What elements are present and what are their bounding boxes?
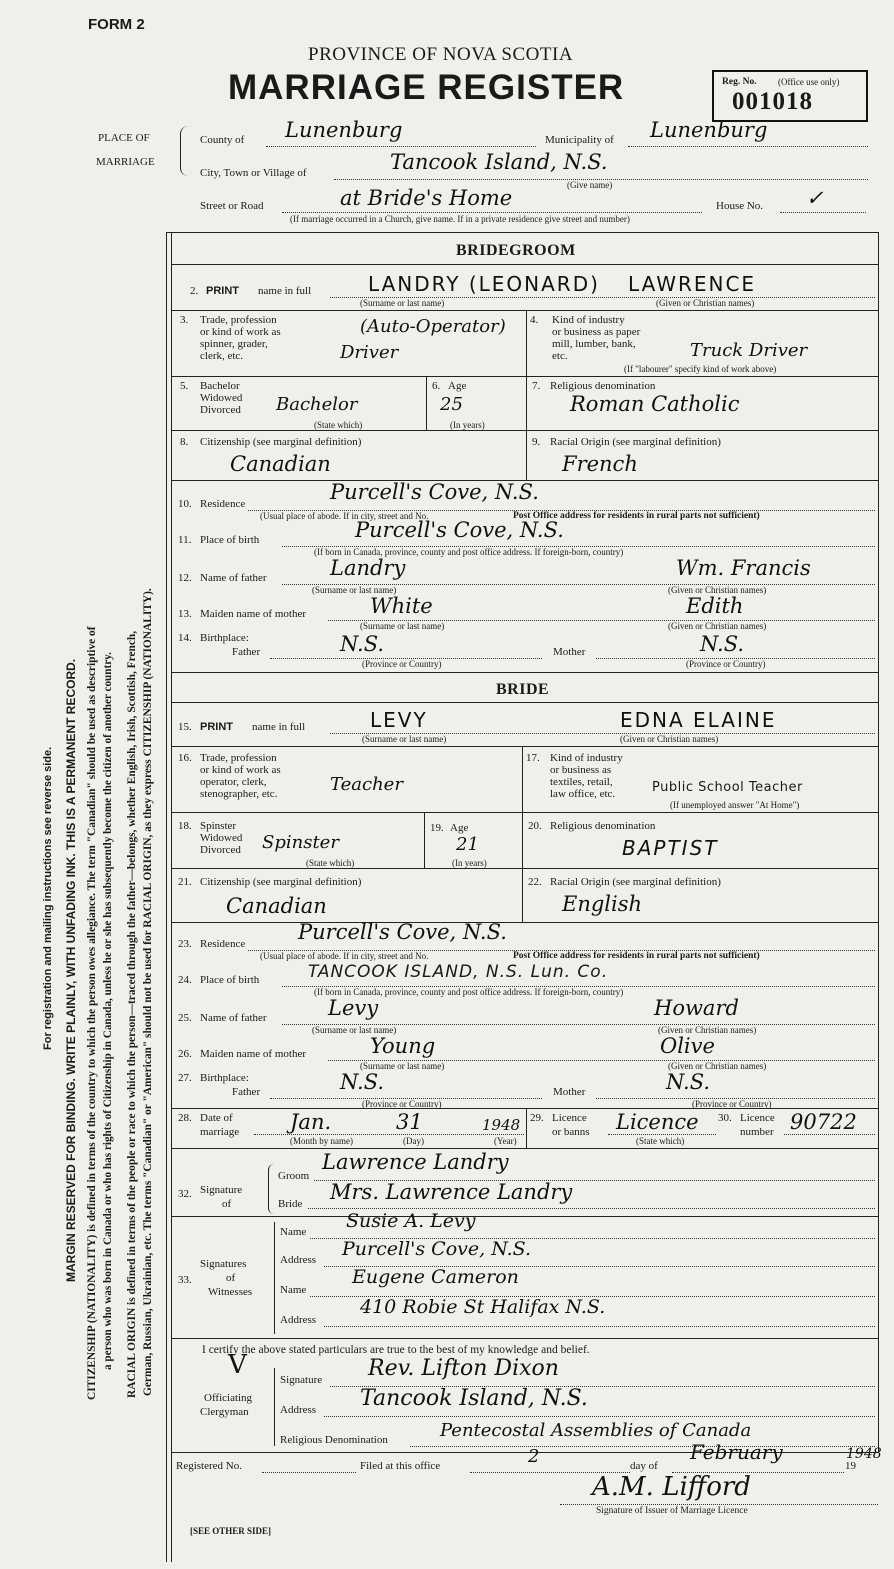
- sig-brace: [268, 1164, 275, 1214]
- f8-number: 8.: [180, 436, 189, 448]
- groom-mother-given: Edith: [686, 594, 744, 618]
- groom-sig-label: Groom: [278, 1170, 310, 1182]
- margin-line-3: CITIZENSHIP (NATIONALITY) is defined in terms of the country to which the person owes allegiance. The term "Canadian" should be used as descriptive of: [86, 626, 98, 1400]
- licence-number: 90722: [790, 1110, 857, 1134]
- f23-note-a: (Usual place of abode. If in city, street and No.: [260, 951, 429, 961]
- f10-number: 10.: [178, 498, 192, 510]
- margin-line-2: MARGIN RESERVED FOR BINDING. WRITE PLAINLY, WITH UNFADING INK. THIS IS A PERMANENT RECORD.: [64, 658, 78, 1282]
- f6-number: 6.: [432, 380, 441, 392]
- f27-father: Father: [232, 1086, 261, 1098]
- f10-label: Residence: [200, 498, 246, 510]
- issuer-caption: Signature of Issuer of Marriage Licence: [596, 1506, 748, 1516]
- f4-label-1: Kind of industry: [552, 314, 625, 326]
- groom-age: 25: [440, 394, 463, 415]
- f26-number: 26.: [178, 1048, 192, 1060]
- groom-trade-1: (Auto-Operator): [360, 316, 506, 337]
- f6-caption: (In years): [450, 420, 485, 430]
- f32-number: 32.: [178, 1188, 192, 1200]
- year-caption: (Year): [494, 1136, 517, 1146]
- f33-label-3: Witnesses: [208, 1286, 253, 1298]
- f4-label-2: or business as paper: [552, 326, 641, 338]
- groom-industry: Truck Driver: [690, 340, 808, 361]
- f21-number: 21.: [178, 876, 192, 888]
- f27-mother: Mother: [553, 1086, 586, 1098]
- page-title: MARRIAGE REGISTER: [228, 68, 625, 107]
- officiating-label-1: Officiating: [204, 1392, 253, 1404]
- groom-trade-2: Driver: [340, 342, 399, 363]
- f14-mother-caption: (Province or Country): [686, 659, 766, 669]
- municipality-label: Municipality of: [545, 134, 614, 146]
- street-note: (If marriage occurred in a Church, give name. If in a private residence give street and number): [290, 214, 630, 224]
- f15-number: 15.: [178, 721, 192, 733]
- f13-label: Maiden name of mother: [200, 608, 306, 620]
- bride-surname: LEVY: [370, 708, 428, 732]
- clergy-sig-label: Signature: [280, 1374, 323, 1386]
- f32-label-2: of: [222, 1198, 232, 1210]
- filed-label: Filed at this office: [360, 1460, 441, 1472]
- f5-label-1: Bachelor: [200, 380, 240, 392]
- bride-sig-label: Bride: [278, 1198, 303, 1210]
- house-label: House No.: [716, 200, 764, 212]
- f15-print: PRINT: [200, 721, 233, 733]
- f5-label-3: Divorced: [200, 404, 241, 416]
- filed-day: 2: [528, 1446, 540, 1467]
- bride-mother-given: Olive: [660, 1034, 715, 1058]
- f13-number: 13.: [178, 608, 192, 620]
- f5-number: 5.: [180, 380, 189, 392]
- reg-number: 001018: [732, 88, 813, 115]
- margin-line-1: For registration and mailing instructions see reverse side.: [42, 746, 54, 1050]
- f17-label-4: law office, etc.: [550, 788, 616, 800]
- w1-address-label: Address: [280, 1254, 317, 1266]
- marriage-month: Jan.: [290, 1110, 332, 1134]
- bride-residence: Purcell's Cove, N.S.: [298, 920, 507, 944]
- f18-caption: (State which): [306, 858, 355, 868]
- groom-racial: French: [562, 452, 638, 476]
- clergy-address-label: Address: [280, 1404, 317, 1416]
- bride-heading: BRIDE: [496, 681, 550, 698]
- f16-number: 16.: [178, 752, 192, 764]
- house-value: ✓: [806, 186, 824, 210]
- f3-label-3: spinner, grader,: [200, 338, 268, 350]
- f16-label-3: operator, clerk,: [200, 776, 267, 788]
- f7-label: Religious denomination: [550, 380, 656, 392]
- groom-surname-caption: (Surname or last name): [360, 298, 445, 308]
- filed-year: 1948: [846, 1446, 882, 1462]
- street-value: at Bride's Home: [340, 186, 513, 210]
- groom-residence: Purcell's Cove, N.S.: [330, 480, 539, 504]
- f13-given-caption: (Given or Christian names): [668, 621, 767, 631]
- margin-line-5: RACIAL ORIGIN is defined in terms of the people or race to which the person—traced through the father—belongs, whether English, Irish, Scottish, French,: [126, 630, 138, 1398]
- f18-label-2: Widowed: [200, 832, 243, 844]
- groom-religion: Roman Catholic: [570, 392, 740, 416]
- bride-religion: BAPTIST: [622, 836, 719, 860]
- f16-label-1: Trade, profession: [200, 752, 277, 764]
- officiating-label-2: Clergyman: [200, 1406, 249, 1418]
- f17-label-3: textiles, retail,: [550, 776, 613, 788]
- f20-number: 20.: [528, 820, 542, 832]
- f2-number: 2.: [190, 285, 199, 297]
- f25-label: Name of father: [200, 1012, 267, 1024]
- marriage-year: 1948: [482, 1116, 521, 1134]
- see-other-side: [SEE OTHER SIDE]: [190, 1526, 272, 1536]
- county-label: County of: [200, 134, 245, 146]
- groom-given: LAWRENCE: [628, 272, 757, 296]
- f33-label-1: Signatures: [200, 1258, 247, 1270]
- f3-label-2: or kind of work as: [200, 326, 281, 338]
- bride-signature: Mrs. Lawrence Landry: [330, 1180, 573, 1204]
- licence-type: Licence: [616, 1110, 699, 1134]
- f22-label: Racial Origin (see marginal definition): [550, 876, 721, 888]
- bride-mother-surname: Young: [370, 1034, 436, 1058]
- f32-label-1: Signature: [200, 1184, 243, 1196]
- f14-label: Birthplace:: [200, 632, 249, 644]
- f7-number: 7.: [532, 380, 541, 392]
- bride-mother-birthplace: N.S.: [666, 1070, 711, 1094]
- f4-label-4: etc.: [552, 350, 568, 362]
- bride-racial: English: [562, 892, 643, 916]
- clergy-address: Tancook Island, N.S.: [360, 1386, 588, 1411]
- f30-number: 30.: [718, 1112, 732, 1124]
- f19-number: 19.: [430, 822, 444, 834]
- f12-surname-caption: (Surname or last name): [312, 585, 397, 595]
- groom-mother-birthplace: N.S.: [700, 632, 745, 656]
- f19-caption: (In years): [452, 858, 487, 868]
- city-label: City, Town or Village of: [200, 167, 307, 179]
- f4-note: (If "labourer" specify kind of work above): [624, 364, 777, 374]
- f27-mother-caption: (Province or Country): [692, 1099, 772, 1109]
- clergy-denomination: Pentecostal Assemblies of Canada: [440, 1420, 752, 1441]
- w1-name-label: Name: [280, 1226, 307, 1238]
- filed-year-prefix: 19: [845, 1460, 856, 1472]
- f24-note: (If born in Canada, province, county and post office address. If foreign-born, country): [314, 987, 624, 997]
- officiating-mark: V: [228, 1350, 247, 1380]
- f19-label: Age: [450, 822, 469, 834]
- groom-mother-surname: White: [370, 594, 433, 618]
- day-of-label: day of: [630, 1460, 658, 1472]
- f25-given-caption: (Given or Christian names): [658, 1025, 757, 1035]
- f17-note: (If unemployed answer "At Home"): [670, 800, 800, 810]
- f12-given-caption: (Given or Christian names): [668, 585, 767, 595]
- f28-number: 28.: [178, 1112, 192, 1124]
- street-label: Street or Road: [200, 200, 264, 212]
- clergy-denom-label: Religious Denomination: [280, 1434, 388, 1446]
- f24-label: Place of birth: [200, 974, 260, 986]
- county-value: Lunenburg: [285, 118, 403, 142]
- f30-label-1: Licence: [740, 1112, 775, 1124]
- groom-citizenship: Canadian: [230, 452, 331, 476]
- f17-number: 17.: [526, 752, 540, 764]
- f17-label-2: or business as: [550, 764, 612, 776]
- f17-label-1: Kind of industry: [550, 752, 623, 764]
- f10-note-b: Post Office address for residents in rural parts not sufficient): [513, 511, 760, 521]
- day-caption: (Day): [403, 1136, 424, 1146]
- groom-father-birthplace: N.S.: [340, 632, 385, 656]
- f12-label: Name of father: [200, 572, 267, 584]
- f18-label-3: Divorced: [200, 844, 241, 856]
- bridegroom-heading: BRIDEGROOM: [456, 242, 576, 259]
- f15-label: name in full: [252, 721, 306, 733]
- bride-given: EDNA ELAINE: [620, 708, 777, 732]
- bride-trade: Teacher: [330, 774, 403, 795]
- bride-given-caption: (Given or Christian names): [620, 734, 719, 744]
- f30-label-2: number: [740, 1126, 774, 1138]
- witness-1-address: Purcell's Cove, N.S.: [342, 1238, 532, 1260]
- filed-month: February: [690, 1440, 783, 1464]
- groom-birthplace: Purcell's Cove, N.S.: [355, 518, 564, 542]
- groom-father-surname: Landry: [330, 556, 406, 580]
- f3-label-4: clerk, etc.: [200, 350, 244, 362]
- clergy-signature: Rev. Lifton Dixon: [368, 1356, 559, 1381]
- f11-note: (If born in Canada, province, county and post office address. If foreign-born, country): [314, 547, 624, 557]
- f23-label: Residence: [200, 938, 246, 950]
- licence-type-caption: (State which): [636, 1136, 685, 1146]
- f16-label-2: or kind of work as: [200, 764, 281, 776]
- f29-number: 29.: [530, 1112, 544, 1124]
- f14-father-caption: (Province or Country): [362, 659, 442, 669]
- f23-note-b: Post Office address for residents in rural parts not sufficient): [513, 951, 760, 961]
- province-heading: PROVINCE OF NOVA SCOTIA: [308, 44, 574, 65]
- witness-2-name: Eugene Cameron: [352, 1266, 519, 1288]
- f20-label: Religious denomination: [550, 820, 656, 832]
- groom-surname: LANDRY (LEONARD): [368, 272, 600, 296]
- f3-number: 3.: [180, 314, 189, 326]
- give-name-caption: (Give name): [567, 180, 613, 190]
- f26-given-caption: (Given or Christian names): [668, 1061, 767, 1071]
- f33-label-2: of: [226, 1272, 236, 1284]
- margin-line-4: a person who was born in Canada or who has rights of Citizenship in Canada, unless he or she has subsequently become the citizen of another country.: [102, 652, 114, 1370]
- f29-label-1: Licence: [552, 1112, 587, 1124]
- bride-age: 21: [456, 834, 479, 855]
- f9-label: Racial Origin (see marginal definition): [550, 436, 721, 448]
- f4-label-3: mill, lumber, bank,: [552, 338, 636, 350]
- f27-label: Birthplace:: [200, 1072, 249, 1084]
- certify-text: I certify the above stated particulars are true to the best of my knowledge and belief.: [202, 1344, 590, 1356]
- f11-label: Place of birth: [200, 534, 260, 546]
- f21-label: Citizenship (see marginal definition): [200, 876, 362, 888]
- month-caption: (Month by name): [290, 1136, 353, 1146]
- f14-number: 14.: [178, 632, 192, 644]
- issuer-signature: A.M. Lifford: [592, 1472, 751, 1502]
- margin-line-6: German, Russian, Ukrainian, etc. The terms "Canadian" or "American" should not be used for RACIAL ORIGIN, as they express CITIZENSHIP (NATIONALITY).: [142, 588, 154, 1396]
- witness-2-address: 410 Robie St Halifax N.S.: [360, 1296, 606, 1318]
- f18-number: 18.: [178, 820, 192, 832]
- f28-label-2: marriage: [200, 1126, 240, 1138]
- brace: [180, 126, 189, 176]
- bride-father-birthplace: N.S.: [340, 1070, 385, 1094]
- f22-number: 22.: [528, 876, 542, 888]
- bride-surname-caption: (Surname or last name): [362, 734, 447, 744]
- municipality-value: Lunenburg: [650, 118, 768, 142]
- f25-number: 25.: [178, 1012, 192, 1024]
- f26-surname-caption: (Surname or last name): [360, 1061, 445, 1071]
- groom-status: Bachelor: [276, 394, 358, 415]
- f4-number: 4.: [530, 314, 539, 326]
- bride-industry: Public School Teacher: [652, 780, 803, 795]
- f27-father-caption: (Province or Country): [362, 1099, 442, 1109]
- registered-label: Registered No.: [176, 1460, 242, 1472]
- f27-number: 27.: [178, 1072, 192, 1084]
- place-label-2: MARRIAGE: [96, 156, 155, 168]
- reg-label: Reg. No.: [722, 77, 757, 87]
- f29-label-2: or banns: [552, 1126, 590, 1138]
- groom-signature: Lawrence Landry: [322, 1150, 509, 1174]
- witness-1-name: Susie A. Levy: [346, 1210, 476, 1232]
- f25-surname-caption: (Surname or last name): [312, 1025, 397, 1035]
- f11-number: 11.: [178, 534, 192, 546]
- marriage-day: 31: [396, 1110, 423, 1134]
- f28-label-1: Date of: [200, 1112, 233, 1124]
- f14-mother: Mother: [553, 646, 586, 658]
- place-label-1: PLACE OF: [98, 132, 150, 144]
- city-value: Tancook Island, N.S.: [390, 150, 608, 174]
- reg-note: (Office use only): [778, 77, 840, 87]
- f6-label: Age: [448, 380, 467, 392]
- bride-birthplace: TANCOOK ISLAND, N.S. Lun. Co.: [308, 962, 609, 982]
- bride-father-given: Howard: [654, 996, 739, 1020]
- w2-name-label: Name: [280, 1284, 307, 1296]
- reg-number-box: [712, 70, 868, 122]
- groom-father-given: Wm. Francis: [676, 556, 811, 580]
- bride-citizenship: Canadian: [226, 894, 327, 918]
- f24-number: 24.: [178, 974, 192, 986]
- groom-given-caption: (Given or Christian names): [656, 298, 755, 308]
- f33-number: 33.: [178, 1274, 192, 1286]
- bride-father-surname: Levy: [328, 996, 379, 1020]
- f23-number: 23.: [178, 938, 192, 950]
- f26-label: Maiden name of mother: [200, 1048, 306, 1060]
- bride-status: Spinster: [262, 832, 339, 853]
- w2-address-label: Address: [280, 1314, 317, 1326]
- f18-label-1: Spinster: [200, 820, 237, 832]
- f3-label-1: Trade, profession: [200, 314, 277, 326]
- f5-label-2: Widowed: [200, 392, 243, 404]
- f13-surname-caption: (Surname or last name): [360, 621, 445, 631]
- f16-label-4: stenographer, etc.: [200, 788, 278, 800]
- f5-caption: (State which): [314, 420, 363, 430]
- f8-label: Citizenship (see marginal definition): [200, 436, 362, 448]
- f9-number: 9.: [532, 436, 541, 448]
- form-label: FORM 2: [88, 16, 145, 33]
- f10-note-a: (Usual place of abode. If in city, street and No.: [260, 511, 429, 521]
- f12-number: 12.: [178, 572, 192, 584]
- f2-label: name in full: [258, 285, 312, 297]
- f2-print: PRINT: [206, 285, 239, 297]
- f14-father: Father: [232, 646, 261, 658]
